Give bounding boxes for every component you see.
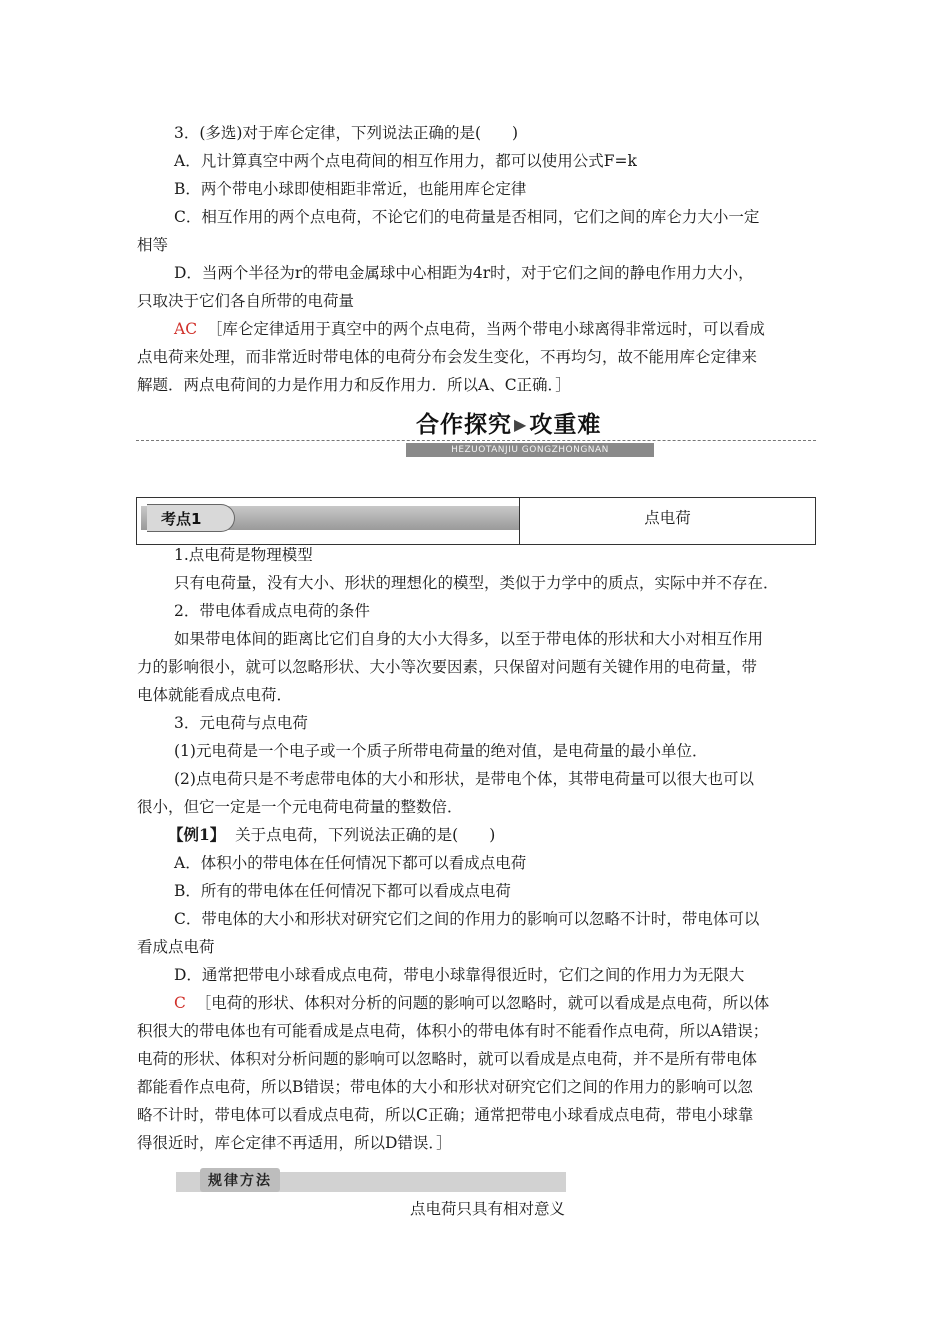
example1-explanation-4: 都能看作点电荷，所以B错误；带电体的大小和形状对研究它们之间的作用力的影响可以忽 — [137, 1078, 753, 1096]
method-banner — [176, 1172, 566, 1192]
example1-option-c-cont: 看成点电荷 — [137, 938, 215, 956]
example1-option-a: A．体积小的带电体在任何情况下都可以看成点电荷 — [174, 854, 527, 872]
heading-1: 1.点电荷是物理模型 — [174, 546, 313, 564]
kaodian-title: 点电荷 — [644, 509, 691, 527]
banner-title-left: 合作探究 — [416, 412, 512, 438]
heading-3: 3．元电荷与点电荷 — [174, 714, 308, 732]
banner-pinyin: HEZUOTANJIU GONGZHONGNAN — [406, 443, 654, 457]
example1-explanation-3: 电荷的形状、体积对分析问题的影响可以忽略时，就可以看成是点电荷，并不是所有带电体 — [137, 1050, 758, 1068]
example1-option-b: B．所有的带电体在任何情况下都可以看成点电荷 — [174, 882, 511, 900]
example1-stem-line — [168, 825, 495, 845]
paragraph-1: 只有电荷量，没有大小、形状的理想化的模型，类似于力学中的质点，实际中并不存在． — [174, 574, 779, 592]
q3-explanation-1: ［库仑定律适用于真空中的两个点电荷，当两个带电小球离得非常远时，可以看成 — [206, 320, 765, 338]
example1-answer: C — [174, 994, 186, 1012]
paragraph-2b: 力的影响很小，就可以忽略形状、大小等次要因素，只保留对问题有关键作用的电荷量，带 — [137, 658, 758, 676]
paragraph-2c: 电体就能看成点电荷． — [137, 686, 293, 704]
q3-option-d: D．当两个半径为r的带电金属球中心相距为4r时，对于它们之间的静电作用力大小， — [174, 264, 754, 282]
kaodian-header — [136, 497, 816, 545]
example1-explanation-5: 略不计时，带电体可以看成点电荷，所以C正确；通常把带电小球看成点电荷，带电小球靠 — [137, 1106, 754, 1124]
q3-explanation-3: 解题．两点电荷间的力是作用力和反作用力．所以A、C正确．］ — [137, 376, 571, 394]
q3-explanation-2: 点电荷来处理，而非常近时带电体的电荷分布会发生变化，不再均匀，故不能用库仑定律来 — [137, 348, 758, 366]
paragraph-2a: 如果带电体间的距离比它们自身的大小大得多，以至于带电体的形状和大小对相互作用 — [174, 630, 764, 648]
double-chevron-icon: ▶ — [514, 415, 528, 434]
paragraph-3a: (1)元电荷是一个电子或一个质子所带电荷量的绝对值，是电荷量的最小单位． — [174, 742, 708, 760]
paragraph-3b-cont: 很小，但它一定是一个元电荷电荷量的整数倍． — [137, 798, 463, 816]
q3-option-a: A．凡计算真空中两个点电荷间的相互作用力，都可以使用公式F=k — [174, 152, 637, 170]
heading-2: 2．带电体看成点电荷的条件 — [174, 602, 370, 620]
q3-answer-line — [174, 319, 765, 339]
q3-answer: AC — [174, 320, 198, 338]
example1-explanation-2: 积很大的带电体也有可能看成是点电荷，体积小的带电体有时不能看作点电荷，所以A错误； — [137, 1022, 769, 1040]
method-label: 规律方法 — [200, 1168, 280, 1192]
q3-option-d-cont: 只取决于它们各自所带的电荷量 — [137, 292, 355, 310]
paragraph-3b: (2)点电荷只是不考虑带电体的大小和形状，是带电个体，其带电荷量可以很大也可以 — [174, 770, 754, 788]
q3-option-c: C．相互作用的两个点电荷，不论它们的电荷量是否相同，它们之间的库仑力大小一定 — [174, 208, 760, 226]
banner-divider — [136, 440, 816, 441]
example1-explanation-1: ［电荷的形状、体积对分析的问题的影响可以忽略时，就可以看成是点电荷，所以体 — [195, 994, 770, 1012]
q3-option-b: B．两个带电小球即使相距非常近，也能用库仑定律 — [174, 180, 527, 198]
banner-title — [416, 406, 601, 438]
q3-stem: 3．(多选)对于库仑定律，下列说法正确的是( ) — [174, 124, 519, 142]
example1-option-d: D．通常把带电小球看成点电荷，带电小球靠得很近时，它们之间的作用力为无限大 — [174, 966, 745, 984]
q3-option-c-cont: 相等 — [137, 236, 169, 254]
example1-label: 【例1】 — [168, 825, 226, 844]
kaodian-label: 考点1 — [147, 504, 235, 532]
example1-option-c: C．带电体的大小和形状对研究它们之间的作用力的影响可以忽略不计时，带电体可以 — [174, 910, 760, 928]
banner-title-right: 攻重难 — [529, 412, 602, 438]
kaodian-tab — [137, 498, 520, 544]
example1-explanation-6: 得很近时，库仑定律不再适用，所以D错误．］ — [137, 1134, 452, 1152]
example1-answer-line — [174, 993, 769, 1013]
section-banner — [136, 404, 816, 456]
method-subtitle: 点电荷只具有相对意义 — [410, 1200, 566, 1218]
example1-stem: 关于点电荷，下列说法正确的是( ) — [235, 826, 496, 844]
